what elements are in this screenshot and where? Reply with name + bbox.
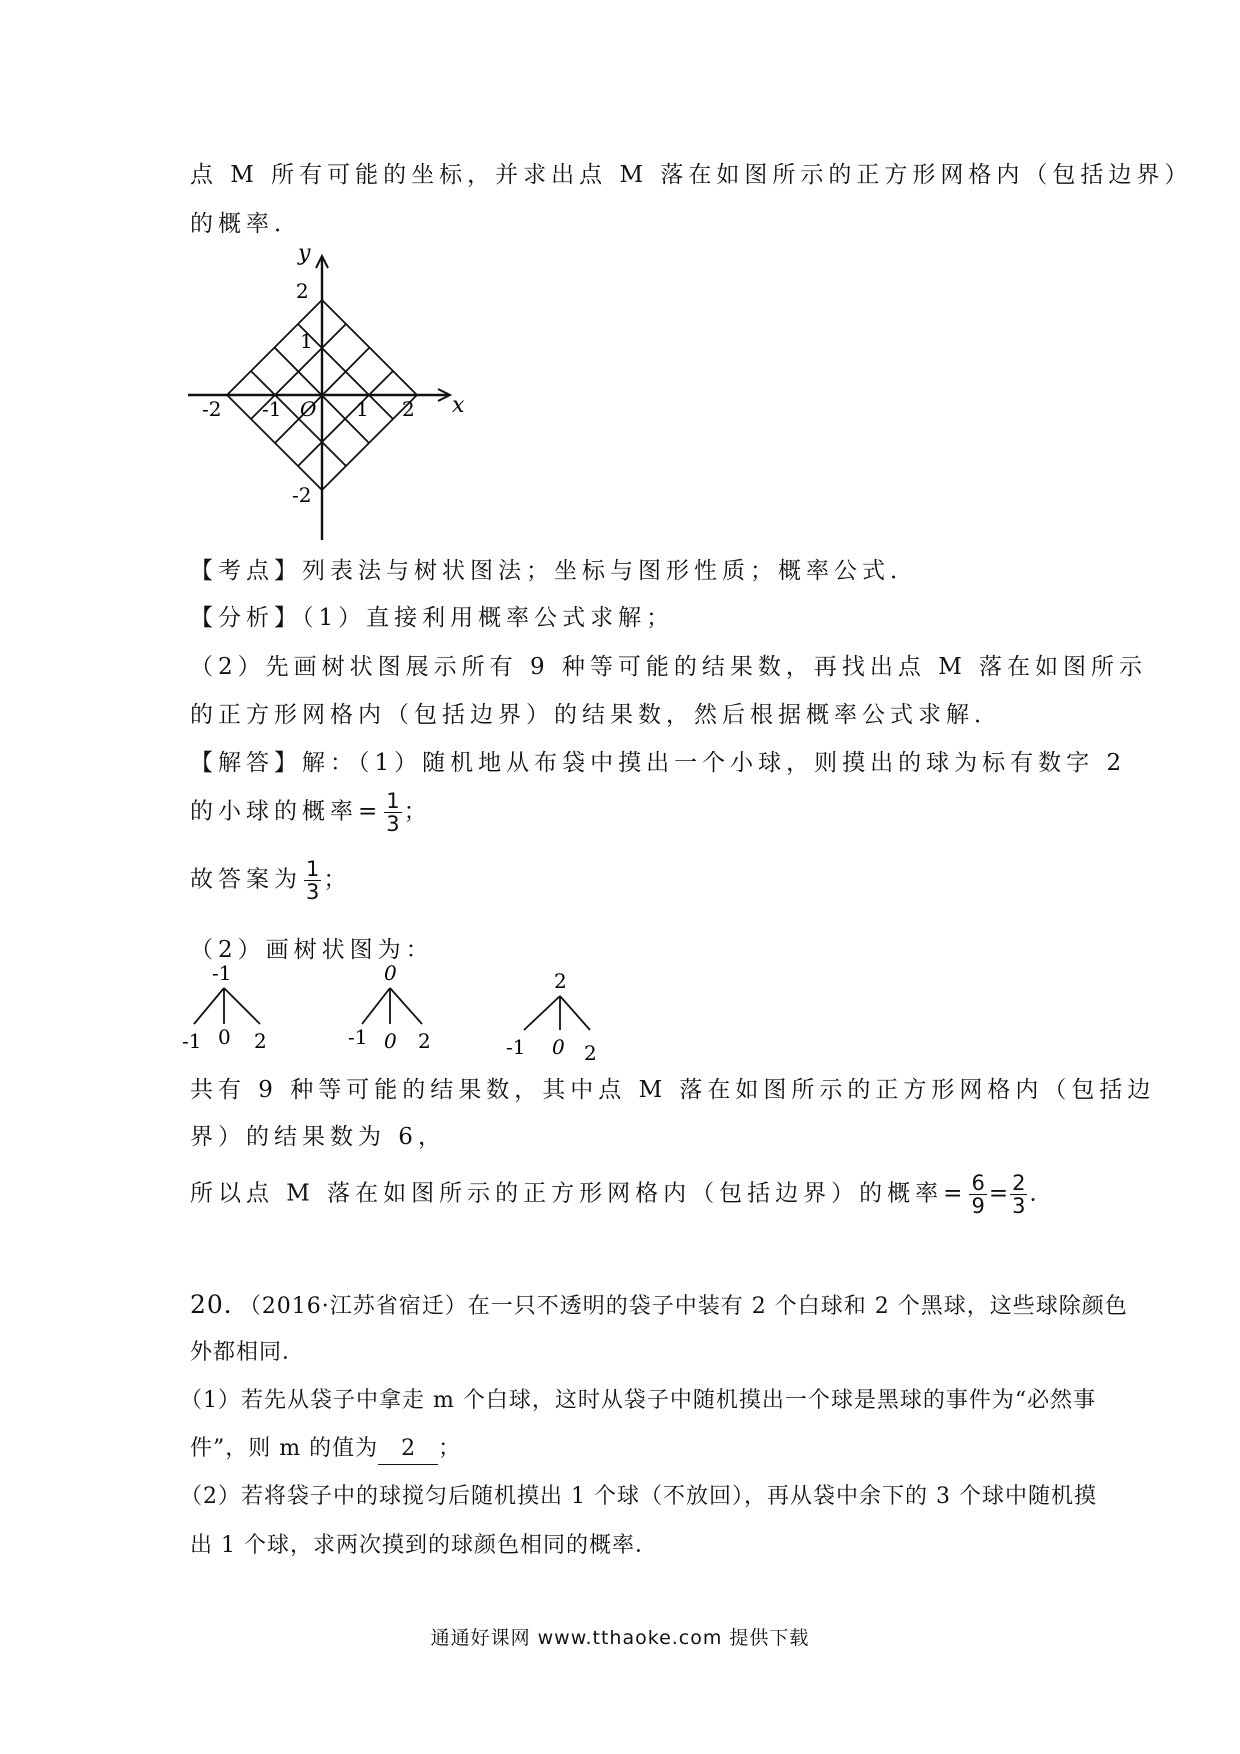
tree-root: 2 [554, 969, 567, 993]
fraction-numerator: 2 [1012, 1171, 1026, 1195]
fraction-denominator: 9 [971, 1194, 985, 1218]
fraction-one-third [384, 790, 401, 835]
punctuation: ． [1029, 1180, 1058, 1207]
q20-line-4 [190, 1434, 461, 1465]
x-tick-label: 2 [402, 397, 415, 421]
question-number: 20． [190, 1290, 250, 1319]
fenxi-line-3: 的正方形网格内（包括边界）的结果数，然后根据概率公式求解． [190, 702, 1002, 728]
y-tick-label: 2 [296, 279, 309, 303]
tree-leaf: -1 [182, 1029, 202, 1053]
conclusion-line-3-text: 所以点 M 落在如图所示的正方形网格内（包括边界）的概率= [190, 1180, 968, 1207]
page-footer: 通通好课网 www.tthaoke.com 提供下载 [430, 1627, 810, 1649]
x-axis-label: x [452, 393, 465, 418]
fraction-numerator: 1 [306, 857, 320, 881]
tree-leaf: 0 [218, 1025, 231, 1049]
conclusion-line-2: 界）的结果数为 6， [190, 1124, 446, 1150]
fraction-denominator: 3 [306, 880, 320, 904]
square-grid-figure [180, 240, 470, 550]
y-axis-label: y [298, 241, 311, 266]
fraction-denominator: 3 [386, 812, 400, 836]
fraction-numerator: 1 [386, 789, 400, 813]
y-tick-label: 1 [300, 329, 313, 353]
fraction-one-third [304, 858, 321, 903]
tree-leaf: 0 [384, 1029, 397, 1053]
punctuation: ； [323, 866, 352, 893]
fraction-two-thirds [1010, 1172, 1027, 1217]
y-tick-label: -2 [292, 483, 312, 507]
tree-leaf: 2 [418, 1029, 431, 1053]
punctuation: ； [403, 798, 432, 825]
tree-diagram [180, 960, 640, 1070]
jieda-line-1: 【解答】解：（1）随机地从布袋中摸出一个小球，则摸出的球为标有数字 2 [190, 750, 1127, 776]
tree-root: 0 [384, 961, 397, 985]
jieda-line-2 [190, 790, 432, 835]
jieda-line-3 [190, 858, 351, 903]
fraction-six-ninths [969, 1172, 986, 1217]
x-tick-label: 1 [356, 397, 369, 421]
jieda-line-3-text: 故答案为 [190, 866, 302, 893]
conclusion-line-3 [190, 1172, 1057, 1217]
jieda-line-4: （2）画树状图为： [190, 937, 434, 963]
q20-line-5: （2）若将袋子中的球搅匀后随机摸出 1 个球（不放回），再从袋中余下的 3 个球中随机摸 [180, 1484, 1097, 1509]
kaodian-line: 【考点】列表法与树状图法；坐标与图形性质；概率公式． [190, 558, 918, 584]
fraction-numerator: 6 [971, 1171, 985, 1195]
tree-leaf: 2 [584, 1041, 597, 1065]
origin-label: O [300, 397, 317, 421]
tree-root: -1 [212, 961, 232, 985]
intro-line-2: 的概率． [190, 211, 302, 237]
equals-sign: = [988, 1180, 1009, 1207]
tree-leaf: -1 [506, 1035, 526, 1059]
x-tick-label: -1 [262, 397, 282, 421]
q20-line-1 [190, 1290, 1128, 1322]
fenxi-line-2: （2）先画树状图展示所有 9 种等可能的结果数，再找出点 M 落在如图所示 [190, 654, 1148, 680]
conclusion-line-1: 共有 9 种等可能的结果数，其中点 M 落在如图所示的正方形网格内（包括边 [190, 1077, 1156, 1103]
fenxi-line-1: 【分析】（1）直接利用概率公式求解； [190, 605, 675, 631]
answer-blank: 2 [378, 1434, 438, 1465]
punctuation: ； [438, 1436, 462, 1461]
q20-line-3: （1）若先从袋子中拿走 m 个白球，这时从袋子中随机摸出一个球是黑球的事件为“必然事 [180, 1388, 1097, 1413]
jieda-line-2-text: 的小球的概率= [190, 798, 383, 825]
tree-leaf: 0 [552, 1035, 565, 1059]
q20-line-4-text: 件”，则 m 的值为 [190, 1436, 379, 1461]
fraction-denominator: 3 [1012, 1194, 1026, 1218]
x-tick-label: -2 [202, 397, 222, 421]
tree-leaf: 2 [254, 1029, 267, 1053]
intro-line-1: 点 M 所有可能的坐标，并求出点 M 落在如图所示的正方形网格内（包括边界） [190, 162, 1193, 188]
tree-leaf: -1 [348, 1025, 368, 1049]
q20-text: （2016·江苏省宿迁）在一只不透明的袋子中装有 2 个白球和 2 个黑球，这些球除颜色 [249, 1294, 1128, 1319]
q20-line-2: 外都相同． [190, 1340, 306, 1365]
q20-line-6: 出 1 个球，求两次摸到的球颜色相同的概率． [190, 1533, 658, 1558]
